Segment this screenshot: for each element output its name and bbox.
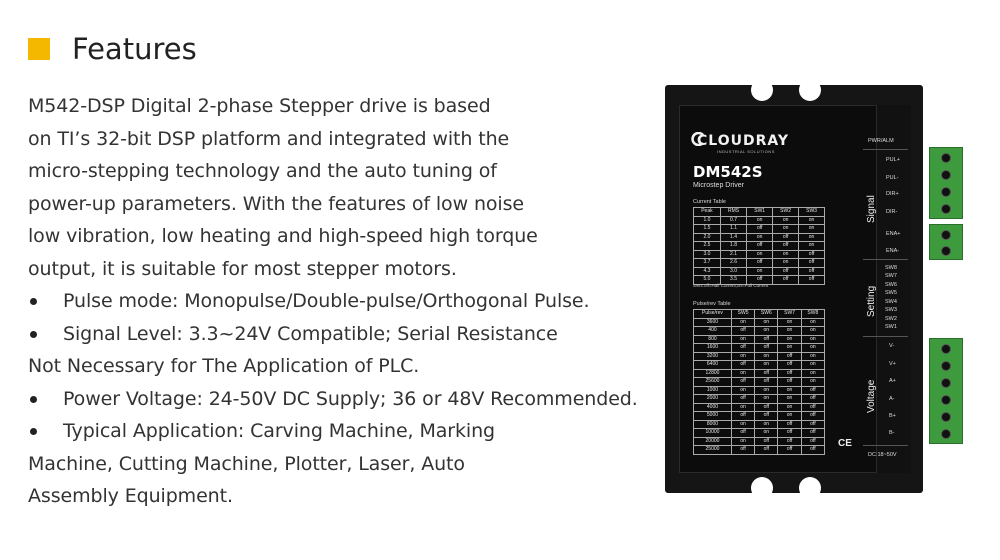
table-cell: off	[801, 420, 824, 429]
divider	[863, 259, 908, 260]
signal-group-label: Signal	[866, 195, 877, 223]
signal-pin-label: PUL-	[886, 175, 899, 181]
table-cell: on	[778, 386, 801, 395]
table-cell: 8000	[694, 420, 732, 429]
table-cell: off	[755, 335, 778, 344]
power-pin-label: V-	[889, 343, 895, 349]
table-cell: 3.7	[694, 259, 721, 268]
table-cell: off	[778, 378, 801, 387]
table-cell: on	[801, 327, 824, 336]
table-cell: on	[755, 327, 778, 336]
screw-icon	[941, 395, 951, 405]
screw-icon	[941, 187, 951, 197]
table-row	[694, 386, 825, 395]
table-row	[694, 361, 825, 370]
divider	[863, 336, 908, 337]
intro-line: power-up parameters. With the features of low noise	[28, 192, 524, 215]
screw-icon	[941, 378, 951, 388]
table-cell: on	[731, 386, 754, 395]
table-cell: off	[778, 420, 801, 429]
switch-label: SW5	[885, 290, 897, 296]
table-cell: off	[731, 361, 754, 370]
table-cell: on	[747, 216, 773, 225]
table-cell: 25600	[694, 378, 732, 387]
table-cell: on	[778, 403, 801, 412]
table-cell: 3.0	[694, 250, 721, 259]
table-cell: on	[799, 216, 825, 225]
table-cell: 1000	[694, 386, 732, 395]
table-cell: off	[778, 369, 801, 378]
table-row	[694, 437, 825, 446]
bullet-continuation: Not Necessary for The Application of PLC.	[28, 355, 420, 377]
table-cell: 12800	[694, 369, 732, 378]
table-row	[694, 378, 825, 387]
table-cell: off	[778, 361, 801, 370]
intro-line: M542-DSP Digital 2-phase Stepper drive is based	[28, 95, 491, 117]
table-cell: 1.0	[694, 216, 721, 225]
table-cell: off	[747, 259, 773, 268]
table-cell: off	[731, 412, 754, 421]
table-cell: off	[799, 267, 825, 276]
table-row	[694, 327, 825, 336]
table-cell: on	[778, 335, 801, 344]
table-row	[694, 216, 825, 225]
enable-terminal-block	[929, 224, 963, 260]
table-cell: on	[801, 378, 824, 387]
table-cell: off	[755, 344, 778, 353]
table-cell: off	[801, 429, 824, 438]
table-cell: 3.0	[720, 267, 746, 276]
bullet-icon	[30, 298, 37, 305]
table-header-cell: SW6	[755, 310, 778, 319]
table-header-cell: SW8	[801, 310, 824, 319]
table-cell: off	[778, 437, 801, 446]
mount-hole-icon	[751, 79, 773, 101]
signal-pin-label: PUL+	[886, 157, 900, 163]
table-header-cell: SW1	[747, 208, 773, 217]
table-cell: off	[755, 437, 778, 446]
table-cell: on	[731, 335, 754, 344]
table-row	[694, 352, 825, 361]
table-row	[694, 318, 825, 327]
table-cell: on	[801, 335, 824, 344]
table-header-row	[694, 310, 825, 319]
table-cell: 4000	[694, 403, 732, 412]
table-row	[694, 344, 825, 353]
table-cell: 10000	[694, 429, 732, 438]
table-row	[694, 446, 825, 455]
switch-label: SW6	[885, 282, 897, 288]
table-cell: off	[755, 446, 778, 455]
current-table-title: Current Table	[693, 199, 726, 205]
table-cell: off	[773, 267, 799, 276]
bullet-pulse-mode	[28, 285, 668, 318]
screw-icon	[941, 230, 951, 240]
table-cell: off	[755, 403, 778, 412]
table-header-cell: Pulse/rev	[694, 310, 732, 319]
table-cell: 2.0	[694, 233, 721, 242]
table-cell: on	[778, 395, 801, 404]
switch-label: SW7	[885, 273, 897, 279]
table-cell: off	[755, 378, 778, 387]
mount-hole-icon	[751, 477, 773, 499]
table-row	[694, 429, 825, 438]
table-cell: 20000	[694, 437, 732, 446]
table-cell: off	[747, 276, 773, 285]
table-cell: off	[801, 412, 824, 421]
table-header-cell: SW7	[778, 310, 801, 319]
table-row	[694, 242, 825, 251]
table-cell: on	[799, 233, 825, 242]
current-table-note: SW4:off=Half Current;on=Full Current	[693, 283, 769, 288]
features-header	[28, 32, 197, 66]
divider	[863, 149, 908, 150]
table-cell: on	[799, 225, 825, 234]
table-cell: off	[731, 429, 754, 438]
table-cell: off	[799, 259, 825, 268]
table-cell: on	[773, 225, 799, 234]
table-cell: off	[778, 429, 801, 438]
switch-label: SW2	[885, 316, 897, 322]
table-cell: off	[801, 403, 824, 412]
table-cell: 4.3	[694, 267, 721, 276]
table-cell: on	[755, 420, 778, 429]
table-row	[694, 412, 825, 421]
bullet-icon	[30, 428, 37, 435]
stepper-driver-image	[665, 85, 923, 493]
table-cell: on	[778, 327, 801, 336]
table-cell: on	[755, 318, 778, 327]
table-cell: on	[747, 267, 773, 276]
bullet-continuation: Machine, Cutting Machine, Plotter, Laser, Auto	[28, 452, 465, 475]
table-cell: 1.1	[720, 225, 746, 234]
screw-icon	[941, 429, 951, 439]
table-cell: off	[799, 276, 825, 285]
table-cell: off	[731, 378, 754, 387]
table-cell: on	[773, 259, 799, 268]
table-cell: off	[731, 344, 754, 353]
table-cell: 0.7	[720, 216, 746, 225]
table-cell: 2000	[694, 395, 732, 404]
screw-icon	[941, 412, 951, 422]
table-cell: 5.0	[694, 276, 721, 285]
switch-label: SW1	[885, 324, 897, 330]
table-row	[694, 403, 825, 412]
table-cell: on	[778, 344, 801, 353]
table-header-row	[694, 208, 825, 217]
table-cell: on	[755, 429, 778, 438]
table-cell: 2.5	[694, 242, 721, 251]
power-pin-label: B-	[889, 430, 895, 436]
brand-tagline: INDUSTRIAL SOLUTIONS	[717, 149, 775, 154]
intro-line: low vibration, low heating and high-speed high torque	[28, 225, 538, 247]
table-row	[694, 250, 825, 259]
table-cell: off	[801, 395, 824, 404]
switch-label: SW4	[885, 299, 897, 305]
voltage-group-label: Voltage	[866, 379, 877, 413]
table-cell: off	[755, 369, 778, 378]
screw-icon	[941, 170, 951, 180]
table-cell: off	[731, 446, 754, 455]
power-terminal-block	[929, 338, 963, 444]
table-cell: 1.4	[720, 233, 746, 242]
table-cell: on	[755, 395, 778, 404]
bullet-text: Power Voltage: 24-50V DC Supply; 36 or 48V Recommended.	[63, 387, 638, 410]
table-cell: on	[778, 318, 801, 327]
bullet-icon	[30, 396, 37, 403]
ce-mark: CE	[838, 438, 852, 449]
table-cell: on	[799, 242, 825, 251]
table-cell: on	[773, 250, 799, 259]
table-cell: off	[799, 250, 825, 259]
table-cell: on	[755, 352, 778, 361]
intro-line: output, it is suitable for most stepper motors.	[28, 257, 457, 280]
table-row	[694, 233, 825, 242]
model-subtitle: Microstep Driver	[693, 182, 744, 189]
setting-group-label: Setting	[866, 285, 877, 317]
switch-label: SW3	[885, 307, 897, 313]
table-row	[694, 369, 825, 378]
mount-hole-icon	[799, 477, 821, 499]
intro-line: on TI’s 32-bit DSP platform and integrated with the	[28, 127, 510, 150]
table-cell: off	[747, 242, 773, 251]
table-cell: on	[778, 412, 801, 421]
intro-line: micro-stepping technology and the auto tuning of	[28, 160, 497, 182]
bullet-power-voltage	[28, 383, 668, 416]
brand-name: CLOUDRAY	[697, 133, 789, 149]
table-cell: on	[801, 361, 824, 370]
table-cell: 2.1	[720, 250, 746, 259]
bullet-icon	[30, 331, 37, 338]
screw-icon	[941, 361, 951, 371]
table-cell: off	[731, 395, 754, 404]
table-cell: off	[801, 437, 824, 446]
table-header-cell: SW5	[731, 310, 754, 319]
model-name: DM542S	[693, 163, 763, 181]
table-cell: 800	[694, 335, 732, 344]
table-row	[694, 395, 825, 404]
table-cell: 3200	[694, 352, 732, 361]
table-cell: 3600	[694, 318, 732, 327]
pulse-table	[693, 309, 825, 455]
table-cell: on	[801, 344, 824, 353]
table-cell: off	[747, 225, 773, 234]
table-cell: 2.6	[720, 259, 746, 268]
dc-range-label: DC:18~50V	[868, 452, 897, 458]
table-cell: off	[773, 276, 799, 285]
table-cell: off	[778, 446, 801, 455]
screw-icon	[941, 204, 951, 214]
bullet-text: Signal Level: 3.3~24V Compatible; Serial Resistance	[63, 322, 558, 345]
bullet-continuation: Assembly Equipment.	[28, 485, 233, 507]
table-cell: 3.5	[720, 276, 746, 285]
table-cell: 1600	[694, 344, 732, 353]
table-row	[694, 267, 825, 276]
power-pin-label: A-	[889, 396, 895, 402]
table-cell: on	[755, 386, 778, 395]
table-row	[694, 420, 825, 429]
signal-pin-label: DIR-	[886, 209, 898, 215]
divider	[863, 445, 908, 446]
table-cell: 400	[694, 327, 732, 336]
table-cell: 1.5	[694, 225, 721, 234]
table-cell: on	[773, 216, 799, 225]
table-cell: 6400	[694, 361, 732, 370]
table-cell: on	[747, 233, 773, 242]
table-cell: off	[801, 386, 824, 395]
table-cell: off	[801, 446, 824, 455]
pwr-alm-label: PWR/ALM	[868, 138, 894, 144]
current-table	[693, 207, 825, 285]
power-pin-label: B+	[889, 413, 896, 419]
table-cell: 5000	[694, 412, 732, 421]
bullet-signal-level	[28, 318, 668, 351]
table-cell: on	[747, 250, 773, 259]
pulse-table-title: Pulse/rev Table	[693, 301, 731, 307]
table-cell: on	[731, 420, 754, 429]
bullet-text: Pulse mode: Monopulse/Double-pulse/Orthogonal Pulse.	[63, 290, 590, 312]
table-row	[694, 225, 825, 234]
table-header-cell: SW3	[799, 208, 825, 217]
table-cell: on	[801, 318, 824, 327]
table-cell: off	[755, 412, 778, 421]
table-cell: off	[773, 242, 799, 251]
switch-label: SW8	[885, 265, 897, 271]
bullet-text: Typical Application: Carving Machine, Marking	[63, 420, 495, 442]
table-header-cell: RMS	[720, 208, 746, 217]
table-cell: on	[731, 318, 754, 327]
table-cell: on	[755, 361, 778, 370]
table-row	[694, 335, 825, 344]
table-cell: off	[778, 352, 801, 361]
table-row	[694, 259, 825, 268]
table-cell: on	[731, 352, 754, 361]
table-cell: off	[773, 233, 799, 242]
signal-pin-label: DIR+	[886, 191, 899, 197]
accent-square-icon	[28, 38, 50, 60]
page-title: Features	[72, 32, 197, 66]
bullet-typical-application	[28, 415, 668, 448]
power-pin-label: V+	[889, 361, 896, 367]
screw-icon	[941, 153, 951, 163]
screw-icon	[941, 246, 951, 256]
table-cell: on	[801, 352, 824, 361]
signal-pin-label: ENA+	[886, 231, 901, 237]
table-header-cell: Peak	[694, 208, 721, 217]
table-cell: 1.8	[720, 242, 746, 251]
table-header-cell: SW2	[773, 208, 799, 217]
signal-terminal-block	[929, 147, 963, 219]
table-cell: 25000	[694, 446, 732, 455]
table-cell: on	[801, 369, 824, 378]
table-cell: off	[731, 327, 754, 336]
mount-hole-icon	[799, 79, 821, 101]
features-content	[28, 90, 668, 513]
signal-pin-label: ENA-	[886, 248, 900, 254]
table-cell: on	[731, 369, 754, 378]
power-pin-label: A+	[889, 378, 896, 384]
screw-icon	[941, 344, 951, 354]
table-cell: on	[731, 403, 754, 412]
table-cell: on	[731, 437, 754, 446]
